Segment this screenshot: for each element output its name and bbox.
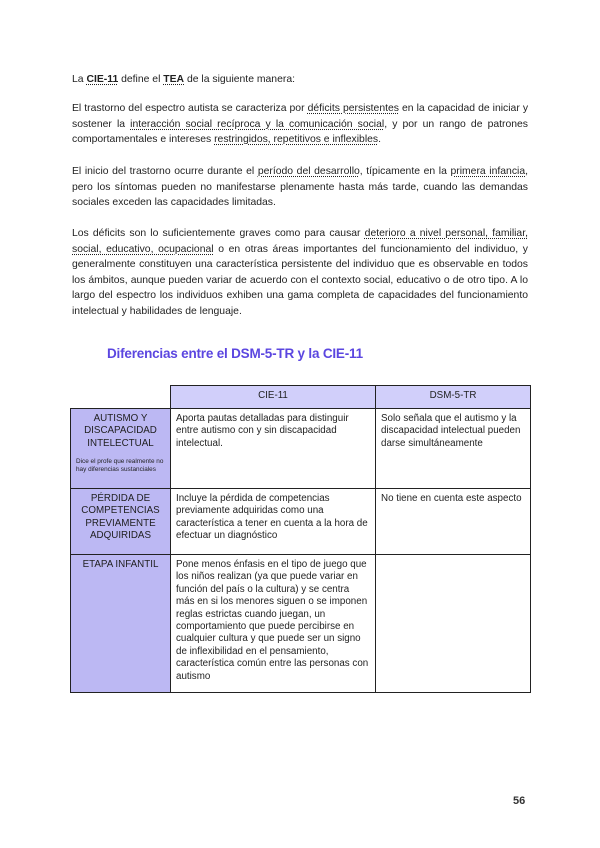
row-label-cell: ETAPA INFANTIL	[71, 555, 171, 693]
p2-underline-2: primera infancia	[450, 166, 526, 177]
dsm-cell	[376, 555, 531, 693]
p1-underline-3: restringidos, repetitivos e inflexibles	[214, 134, 379, 146]
cie-term: CIE-11	[86, 74, 119, 85]
p1-text-3: , y por un rango de patrones comportamentales e intereses	[72, 118, 529, 146]
row-label-cell: PÉRDIDA DE COMPETENCIAS PREVIAMENTE ADQUIRIDAS	[71, 489, 171, 555]
p1-text-2: en la capacidad de iniciar y sostener la	[72, 103, 529, 130]
paragraph-onset	[72, 164, 528, 211]
intro-mid: define el	[118, 74, 164, 85]
table-row	[71, 489, 531, 555]
header-dsm: DSM-5-TR	[376, 386, 531, 409]
page-number: 56	[513, 795, 526, 807]
section-heading: Diferencias entre el DSM-5-TR y la CIE-11	[107, 346, 363, 361]
p2-text-3: , pero los síntomas pueden no manifestarse plenamente hasta más tarde, cuando las demandas sociales exceden las capacidades limitadas.	[72, 166, 529, 209]
table-row	[71, 409, 531, 489]
p1-underline-2: interacción social recíproca y la comunicación social	[130, 118, 385, 130]
cie-cell: Incluye la pérdida de competencias previamente adquiridas como una característica a tener en cuenta a la hora de efectuar un diagnóstico	[171, 489, 376, 555]
p2-text-2: , típicamente en la	[359, 166, 451, 177]
dsm-cell: No tiene en cuenta este aspecto	[376, 489, 531, 555]
header-cie: CIE-11	[171, 386, 376, 409]
p2-underline-1: período del desarrollo	[257, 166, 360, 177]
cie-cell: Aporta pautas detalladas para distinguir entre autismo con y sin discapacidad intelectual.	[171, 409, 376, 489]
paragraph-definition	[72, 101, 528, 148]
intro-line	[72, 72, 528, 88]
cie-cell: Pone menos énfasis en el tipo de juego que los niños realizan (ya que puede variar en función del país o la cultura) y se centra más en si los menores siguen o se imponen reglas estrictas cuando juegan, un comportamiento que puede percibirse en cualquier cultura y que puede ser un signo de inflexibilidad en el pensamiento, característica común entre las personas con autismo	[171, 555, 376, 693]
table-header-row	[71, 386, 531, 409]
row-label-cell	[71, 409, 171, 489]
table-row	[71, 555, 531, 693]
intro-suffix: de la siguiente manera:	[184, 74, 295, 85]
p1-text-1: El trastorno del espectro autista se caracteriza por	[72, 103, 308, 114]
handwritten-note: Dice el profe que realmente no hay diferencias sustanciales	[76, 458, 164, 474]
dsm-cell: Solo señala que el autismo y la discapacidad intelectual pueden darse simultáneamente	[376, 409, 531, 489]
p3-text-1: Los déficits son lo suficientemente graves como para causar	[72, 228, 365, 239]
intro-prefix: La	[72, 74, 87, 85]
row-label: AUTISMO Y DISCAPACIDAD INTELECTUAL	[84, 413, 157, 449]
comparison-table	[70, 385, 531, 693]
tea-term: TEA	[163, 74, 185, 85]
empty-corner-cell	[71, 386, 171, 409]
p1-underline-1: déficits persistentes	[307, 103, 399, 114]
p3-underline-1: deterioro a nivel personal, familiar, social, educativo, ocupacional	[72, 228, 528, 255]
paragraph-deficits	[72, 226, 528, 320]
p1-text-4: .	[378, 134, 381, 146]
p2-text-1: El inicio del trastorno ocurre durante el	[72, 166, 258, 177]
p3-text-2: o en otras áreas importantes del funcionamiento del individuo, y generalmente constituyen una característica persistente del individuo que es observable en todos los ámbitos, aunque pueden variar de acuerdo con el contexto social, educativo o de otro tipo. A lo largo del espectro los individuos exhiben una gama completa de capacidades del funcionamiento intelectual y habilidades de lenguaje.	[72, 243, 528, 317]
